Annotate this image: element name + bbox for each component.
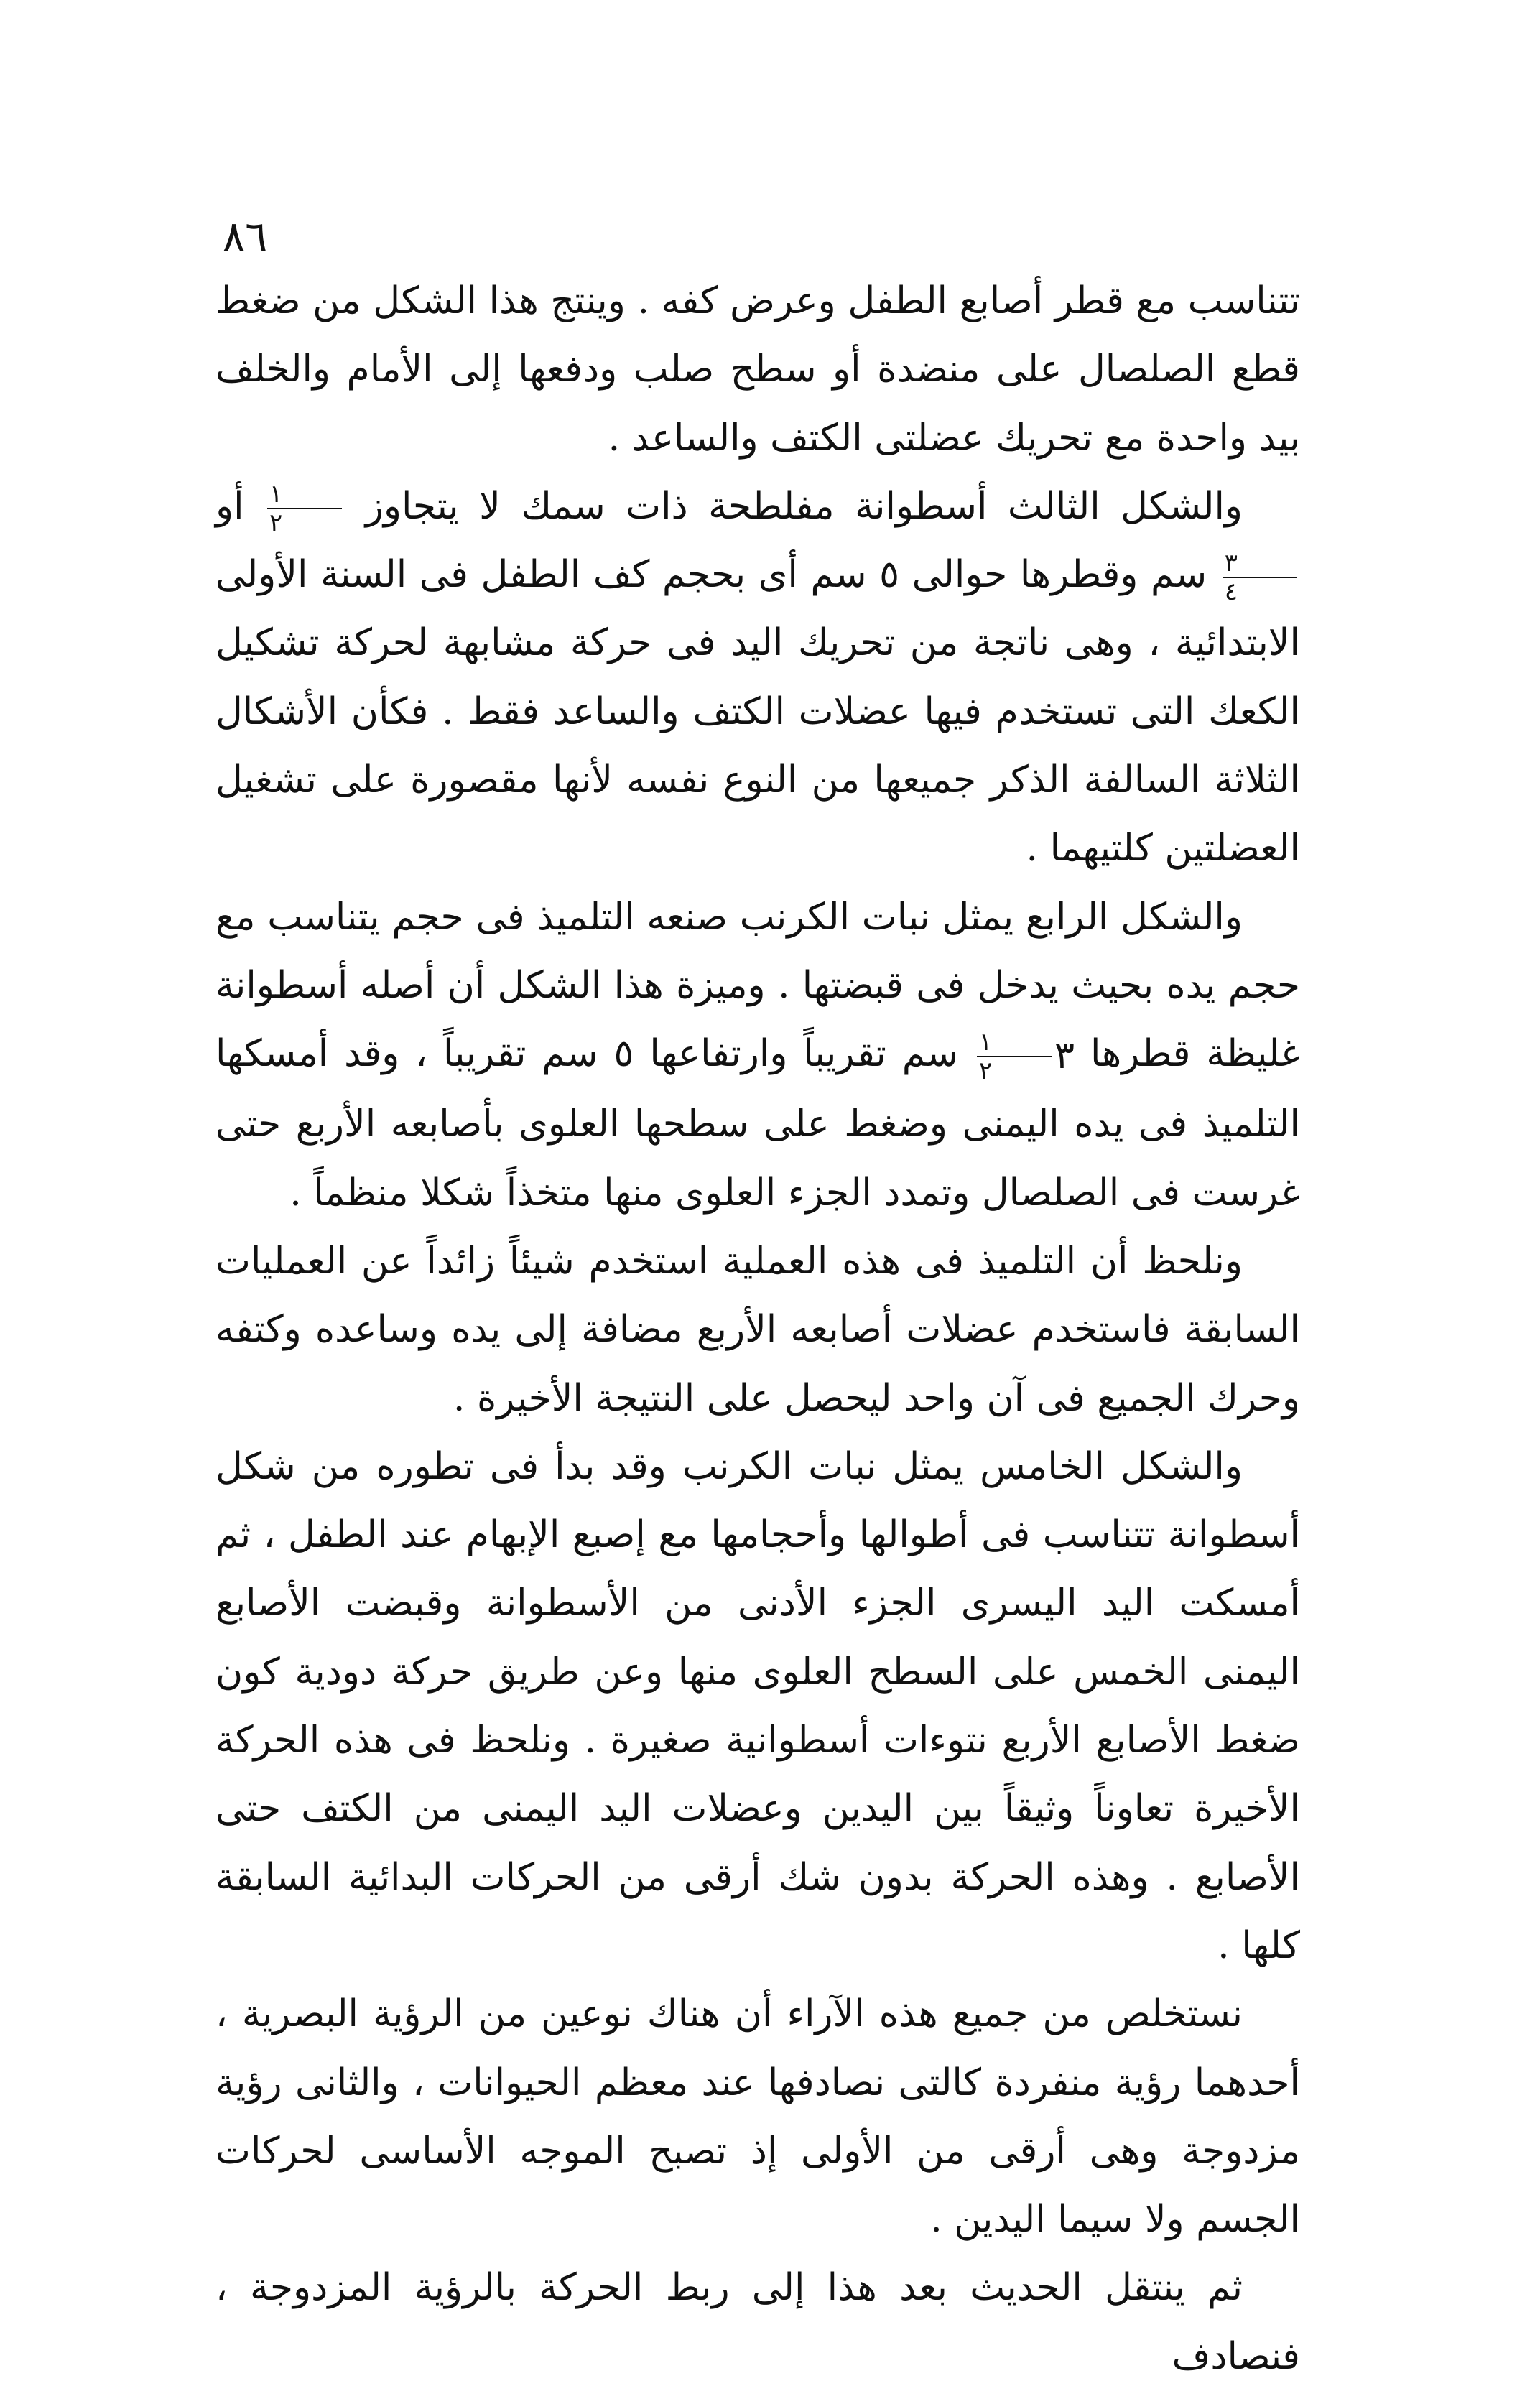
paragraph-2-text-end: سم وقطرها حوالى ٥ سم أى بحجم كف الطفل فى السنة الأولى الابتدائية ، وهى ناتجة من تحريك اليد فى حركة مشابهة لحركة تشكيل الكعك التى تستخدم فيها عضلات الكتف والساعد فقط . فكأن الأشكال الثلاثة السالفة الذكر جميعها من النوع نفسه لأنها مقصورة على تشغيل العضلتين كلتيهما . (215, 553, 1301, 870)
fraction-denominator: ٢ (269, 509, 283, 538)
mixed-number-whole: ٣ (1054, 1034, 1075, 1078)
paragraph-2 (215, 473, 1300, 883)
paragraph-4: ونلحظ أن التلميذ فى هذه العملية استخدم شيئاً زائداً عن العمليات السابقة فاستخدم عضلات أصابعه الأربع مضافة إلى يده وساعده وكتفه وحرك الجميع فى آن واحد ليحصل على النتيجة الأخيرة . (215, 1240, 1300, 1420)
paragraph-3-text-start: والشكل الرابع يمثل نبات الكرنب صنعه التلميذ فى حجم يتناسب مع حجم يده بحيث يدخل فى قبضتها . وميزة هذا الشكل أن أصله أسطوانة غليظة قطرها (215, 895, 1301, 1076)
paragraph-3-text-end: سم تقريباً وارتفاعها ٥ سم تقريباً ، وقد أمسكها التلميذ فى يده اليمنى وضغط على سطحها العلوى بأصابعه الأربع حتى غرست فى الصلصال وتمدد الجزء العلوى منها متخذاً شكلا منظماً . (215, 1032, 1300, 1215)
mixed-number-fraction (977, 1027, 1052, 1085)
fraction-three-quarters (1223, 548, 1297, 606)
fraction-denominator: ٤ (1224, 577, 1238, 606)
mixed-number-three-and-half (974, 1027, 1075, 1085)
fraction-one-half (267, 480, 342, 538)
paragraph-2-text-start: والشكل الثالث أسطوانة مفلطحة ذات سمك لا يتجاوز (365, 484, 1243, 528)
fraction-numerator: ١ (977, 1030, 1052, 1057)
page-number: ٨٦ (223, 212, 268, 261)
fraction-numerator: ١ (267, 482, 342, 509)
fraction-denominator: ٢ (978, 1056, 993, 1085)
paragraph-1: تتناسب مع قطر أصابع الطفل وعرض كفه . وينتج هذا الشكل من ضغط قطع الصلصال على منضدة أو سطح صلب ودفعها إلى الأمام والخلف بيد واحدة مع تحريك عضلتى الكتف والساعد . (215, 279, 1300, 460)
paragraph-7: ثم ينتقل الحديث بعد هذا إلى ربط الحركة بالرؤية المزدوجة ، فنصادف (215, 2266, 1300, 2378)
paragraph-5: والشكل الخامس يمثل نبات الكرنب وقد بدأ فى تطوره من شكل أسطوانة تتناسب فى أطوالها وأحجامها مع إصبع الإبهام عند الطفل ، ثم أمسكت اليد اليسرى الجزء الأدنى من الأسطوانة وقبضت الأصابع اليمنى الخمس على السطح العلوى منها وعن طريق حركة دودية كون ضغط الأصابع الأربع نتوءات أسطوانية صغيرة . ونلحظ فى هذه الحركة الأخيرة تعاوناً وثيقاً بين اليدين وعضلات اليد اليمنى من الكتف حتى الأصابع . وهذه الحركة بدون شك أرقى من الحركات البدائية السابقة كلها . (215, 1444, 1300, 1967)
paragraph-3 (215, 883, 1300, 1227)
paragraph-6: نستخلص من جميع هذه الآراء أن هناك نوعين من الرؤية البصرية ، أحدهما رؤية منفردة كالتى نصادفها عند معظم الحيوانات ، والثانى رؤية مزدوجة وهى أرقى من الأولى إذ تصبح الموجه الأساسى لحركات الجسم ولا سيما اليدين . (215, 1992, 1300, 2242)
fraction-numerator: ٣ (1223, 551, 1297, 578)
body-text (215, 267, 1300, 2391)
or-word: أو (215, 484, 244, 528)
